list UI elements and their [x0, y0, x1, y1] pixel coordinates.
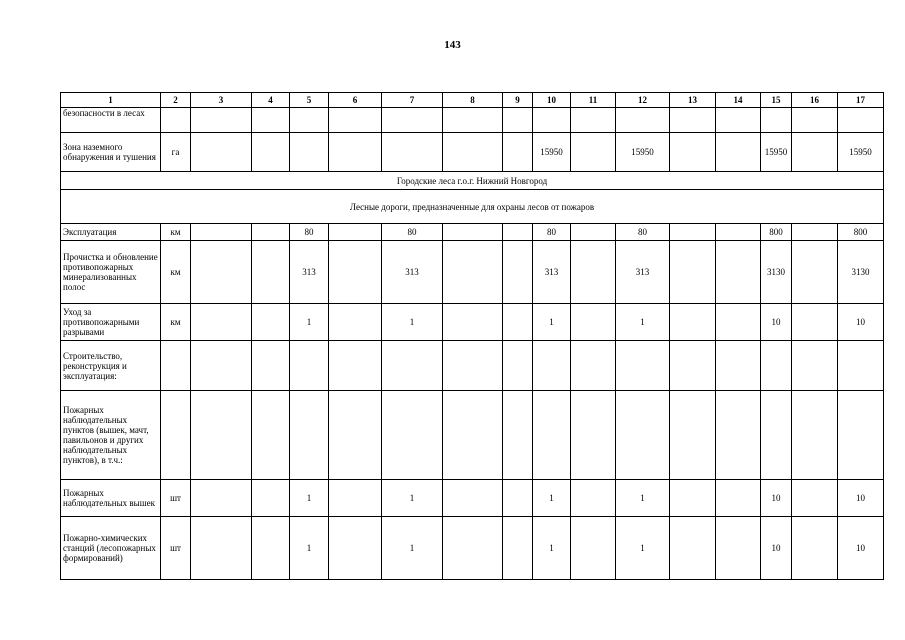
table-row	[61, 480, 884, 517]
column-header: 10	[533, 93, 571, 108]
value-cell	[761, 391, 792, 480]
value-cell	[716, 133, 761, 172]
value-cell	[792, 241, 838, 304]
value-cell: 10	[838, 304, 884, 341]
value-cell: 1	[616, 304, 670, 341]
value-cell	[252, 391, 290, 480]
value-cell	[838, 108, 884, 133]
value-cell	[443, 341, 503, 391]
value-cell: 3130	[761, 241, 792, 304]
unit-cell	[161, 341, 191, 391]
unit-cell: шт	[161, 480, 191, 517]
column-header: 3	[191, 93, 252, 108]
value-cell	[571, 133, 616, 172]
value-cell: 313	[533, 241, 571, 304]
value-cell: 313	[616, 241, 670, 304]
value-cell: 1	[382, 517, 443, 580]
value-cell	[329, 241, 382, 304]
row-label: безопасности в лесах	[61, 108, 161, 133]
row-label: Пожарных наблюдательных вышек	[61, 480, 161, 517]
value-cell: 15950	[533, 133, 571, 172]
value-cell	[191, 224, 252, 241]
value-cell	[792, 108, 838, 133]
value-cell: 1	[382, 480, 443, 517]
row-label: Пожарно-химических станций (лесопожарных формирований)	[61, 517, 161, 580]
column-header: 13	[670, 93, 716, 108]
value-cell	[252, 517, 290, 580]
value-cell	[382, 108, 443, 133]
value-cell	[191, 391, 252, 480]
column-header: 15	[761, 93, 792, 108]
fire-protection-table	[60, 92, 884, 580]
value-cell: 800	[761, 224, 792, 241]
value-cell	[670, 480, 716, 517]
value-cell: 800	[838, 224, 884, 241]
value-cell	[443, 241, 503, 304]
row-label: Уход за противопожарными разрывами	[61, 304, 161, 341]
value-cell	[290, 391, 329, 480]
value-cell	[443, 108, 503, 133]
value-cell	[329, 341, 382, 391]
value-cell	[670, 224, 716, 241]
value-cell	[191, 304, 252, 341]
value-cell	[670, 108, 716, 133]
value-cell	[670, 241, 716, 304]
value-cell	[191, 517, 252, 580]
value-cell	[191, 133, 252, 172]
value-cell	[616, 341, 670, 391]
value-cell: 10	[838, 480, 884, 517]
value-cell: 1	[533, 304, 571, 341]
value-cell	[290, 108, 329, 133]
value-cell	[571, 391, 616, 480]
value-cell: 10	[761, 480, 792, 517]
unit-cell: км	[161, 224, 191, 241]
value-cell	[503, 133, 533, 172]
column-header: 16	[792, 93, 838, 108]
value-cell	[503, 241, 533, 304]
value-cell: 1	[290, 304, 329, 341]
value-cell	[838, 391, 884, 480]
column-header: 5	[290, 93, 329, 108]
value-cell	[792, 341, 838, 391]
column-header: 12	[616, 93, 670, 108]
row-label: Пожарных наблюдательных пунктов (вышек, мачт, павильонов и других наблюдательных пунктов), в т.ч.:	[61, 391, 161, 480]
value-cell	[382, 133, 443, 172]
table-row	[61, 391, 884, 480]
value-cell: 15950	[838, 133, 884, 172]
value-cell	[443, 304, 503, 341]
value-cell	[571, 480, 616, 517]
value-cell	[252, 480, 290, 517]
value-cell	[792, 517, 838, 580]
column-header: 8	[443, 93, 503, 108]
value-cell	[252, 304, 290, 341]
value-cell	[191, 480, 252, 517]
value-cell: 15950	[616, 133, 670, 172]
value-cell	[792, 480, 838, 517]
value-cell: 1	[290, 517, 329, 580]
value-cell: 1	[382, 304, 443, 341]
value-cell	[252, 133, 290, 172]
value-cell: 80	[382, 224, 443, 241]
header-row	[61, 93, 884, 108]
value-cell: 10	[761, 304, 792, 341]
value-cell	[571, 517, 616, 580]
value-cell: 15950	[761, 133, 792, 172]
value-cell	[716, 391, 761, 480]
value-cell	[191, 108, 252, 133]
value-cell	[792, 304, 838, 341]
value-cell	[252, 241, 290, 304]
value-cell	[716, 517, 761, 580]
table-row	[61, 224, 884, 241]
table-row	[61, 108, 884, 133]
value-cell: 80	[290, 224, 329, 241]
value-cell: 1	[533, 517, 571, 580]
value-cell	[252, 224, 290, 241]
value-cell	[792, 224, 838, 241]
value-cell	[838, 341, 884, 391]
value-cell: 1	[533, 480, 571, 517]
value-cell	[761, 108, 792, 133]
value-cell	[792, 391, 838, 480]
value-cell: 80	[616, 224, 670, 241]
value-cell	[443, 391, 503, 480]
value-cell: 1	[616, 517, 670, 580]
value-cell: 1	[290, 480, 329, 517]
value-cell	[716, 241, 761, 304]
value-cell: 3130	[838, 241, 884, 304]
column-header: 9	[503, 93, 533, 108]
value-cell	[670, 133, 716, 172]
value-cell	[290, 341, 329, 391]
unit-cell: шт	[161, 517, 191, 580]
value-cell	[329, 480, 382, 517]
page-number: 143	[444, 39, 461, 51]
value-cell	[616, 391, 670, 480]
value-cell	[716, 480, 761, 517]
value-cell	[670, 304, 716, 341]
value-cell: 80	[533, 224, 571, 241]
value-cell	[571, 304, 616, 341]
value-cell	[716, 108, 761, 133]
value-cell: 10	[761, 517, 792, 580]
value-cell	[670, 391, 716, 480]
value-cell	[329, 133, 382, 172]
value-cell	[443, 133, 503, 172]
value-cell	[329, 517, 382, 580]
value-cell	[571, 224, 616, 241]
table-row	[61, 341, 884, 391]
value-cell	[503, 108, 533, 133]
value-cell	[503, 391, 533, 480]
column-header: 4	[252, 93, 290, 108]
section-title-row	[61, 190, 884, 224]
column-header: 14	[716, 93, 761, 108]
row-label: Зона наземного обнаружения и тушения	[61, 133, 161, 172]
unit-cell: км	[161, 241, 191, 304]
value-cell	[443, 517, 503, 580]
value-cell	[191, 341, 252, 391]
value-cell	[503, 341, 533, 391]
value-cell	[329, 224, 382, 241]
table-row	[61, 304, 884, 341]
row-label: Строительство, реконструкция и эксплуатация:	[61, 341, 161, 391]
column-header: 17	[838, 93, 884, 108]
value-cell	[716, 341, 761, 391]
unit-cell	[161, 391, 191, 480]
table-row	[61, 517, 884, 580]
section-title-row	[61, 172, 884, 190]
value-cell	[503, 224, 533, 241]
table-row	[61, 241, 884, 304]
value-cell	[191, 241, 252, 304]
column-header: 6	[329, 93, 382, 108]
value-cell	[533, 108, 571, 133]
value-cell	[761, 341, 792, 391]
value-cell	[571, 241, 616, 304]
value-cell	[503, 480, 533, 517]
section-title: Городские леса г.о.г. Нижний Новгород	[61, 172, 884, 190]
value-cell	[503, 304, 533, 341]
value-cell	[571, 108, 616, 133]
value-cell	[252, 341, 290, 391]
value-cell	[329, 391, 382, 480]
value-cell	[329, 108, 382, 133]
value-cell	[290, 133, 329, 172]
value-cell: 313	[382, 241, 443, 304]
column-header: 1	[61, 93, 161, 108]
value-cell: 313	[290, 241, 329, 304]
value-cell	[533, 391, 571, 480]
value-cell	[252, 108, 290, 133]
value-cell	[443, 224, 503, 241]
value-cell	[670, 517, 716, 580]
section-title: Лесные дороги, предназначенные для охраны лесов от пожаров	[61, 190, 884, 224]
column-header: 7	[382, 93, 443, 108]
value-cell	[716, 304, 761, 341]
value-cell: 10	[838, 517, 884, 580]
value-cell	[329, 304, 382, 341]
value-cell	[382, 391, 443, 480]
column-header: 11	[571, 93, 616, 108]
row-label: Прочистка и обновление противопожарных минерализованных полос	[61, 241, 161, 304]
value-cell	[443, 480, 503, 517]
value-cell	[616, 108, 670, 133]
value-cell	[792, 133, 838, 172]
value-cell	[716, 224, 761, 241]
unit-cell: км	[161, 304, 191, 341]
unit-cell	[161, 108, 191, 133]
unit-cell: га	[161, 133, 191, 172]
value-cell	[670, 341, 716, 391]
row-label: Эксплуатация	[61, 224, 161, 241]
value-cell	[382, 341, 443, 391]
table-row	[61, 133, 884, 172]
value-cell: 1	[616, 480, 670, 517]
value-cell	[571, 341, 616, 391]
value-cell	[533, 341, 571, 391]
value-cell	[503, 517, 533, 580]
column-header: 2	[161, 93, 191, 108]
